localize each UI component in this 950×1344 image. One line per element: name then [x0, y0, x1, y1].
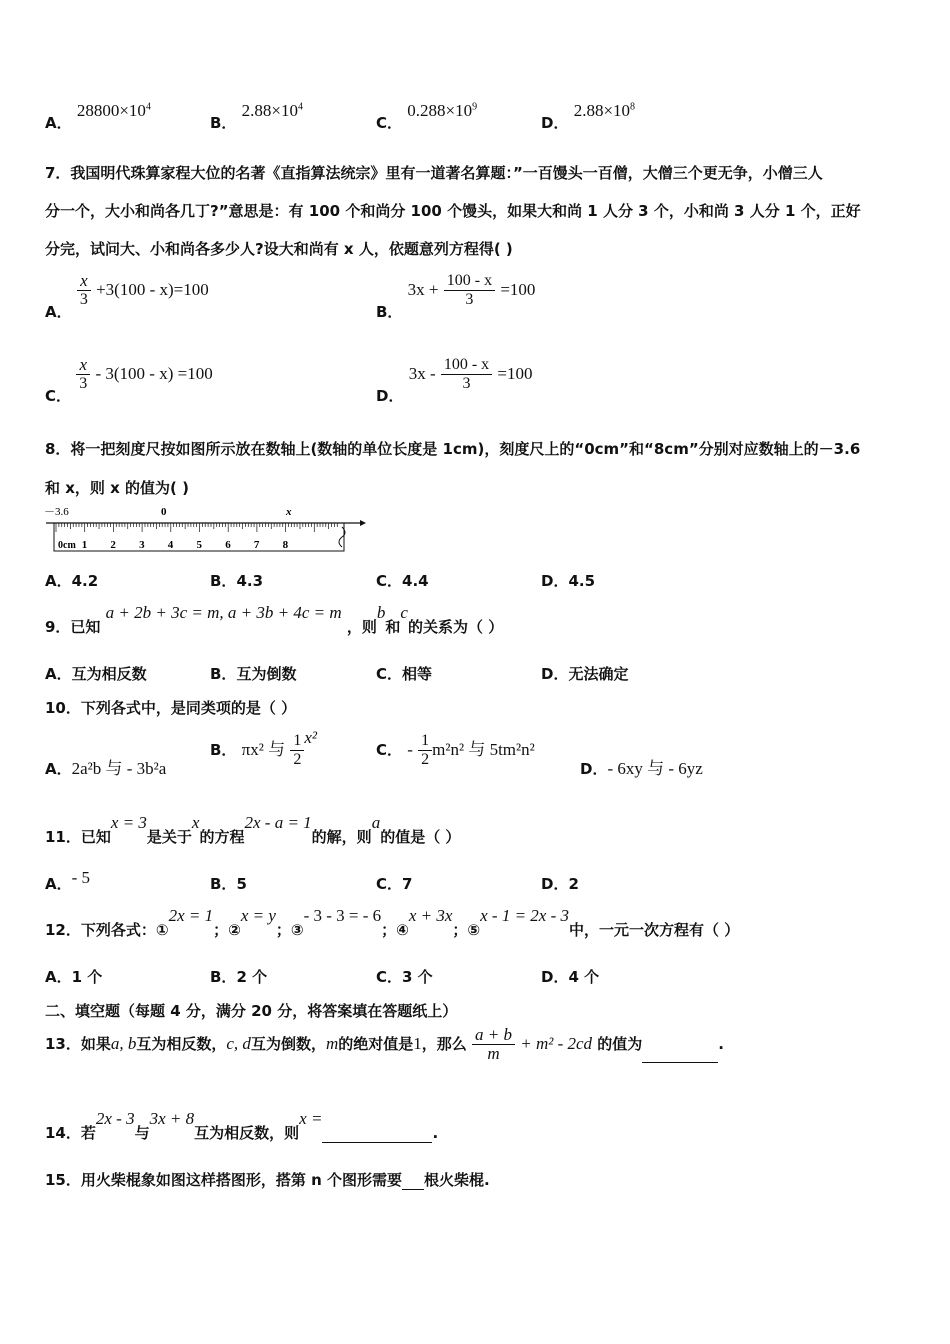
answer-blank[interactable]	[402, 1189, 424, 1190]
neg-label: －3.6	[44, 506, 69, 518]
q11-stem: 11．已知x = 3是关于x的方程2x - a = 1的解，则a的值是（ ）	[45, 813, 461, 846]
q7-option-c[interactable]	[45, 355, 213, 405]
q6-c-exp: 9	[472, 101, 478, 113]
q7-d-head: 3x -	[408, 364, 436, 383]
fraction: $\frac{100 - x}{3}$	[444, 272, 495, 309]
q9-option-d[interactable]: D．无法确定	[541, 665, 629, 683]
q12-option-d[interactable]: D．4 个	[541, 968, 600, 986]
q7-b-tail: =100	[500, 280, 536, 299]
ruler-tick-label: 7	[253, 539, 260, 551]
q14-stem: 14．若2x - 3与3x + 8互为相反数，则x =.	[45, 1109, 439, 1142]
q8-option-b[interactable]: B．4.3	[210, 572, 264, 590]
q13-stem: 13．如果a, b互为相反数，c, d互为倒数，m的绝对值是1，那么 $\frac{a + b}{m}$ + m² - 2cd 的值为 .	[45, 1025, 724, 1063]
q11-option-c[interactable]: C．7	[376, 875, 413, 893]
q8-stem-line1: 8．将一把刻度尺按如图所示放在数轴上(数轴的单位长度是 1cm)，刻度尺上的“0cm”和“8cm”分别对应数轴上的－3.6	[45, 440, 861, 458]
q7-b-head: 3x +	[407, 280, 439, 299]
q7-option-a[interactable]	[45, 271, 209, 321]
q10-option-b[interactable]: B． πx² 与 $\frac{1}{2}$ x²	[210, 728, 317, 768]
ruler-tick-label: 5	[196, 539, 202, 551]
q9-option-a[interactable]: A．互为相反数	[45, 665, 147, 683]
q8-option-a[interactable]: A．4.2	[45, 572, 99, 590]
q10-option-d[interactable]: D．- 6xy 与 - 6yz	[580, 759, 703, 778]
q9-option-c[interactable]: C．相等	[376, 665, 433, 683]
q9-option-b[interactable]: B．互为倒数	[210, 665, 297, 683]
q8-option-c[interactable]: C．4.4	[376, 572, 429, 590]
axis-arrow-icon	[360, 520, 366, 526]
option-label: D．	[541, 114, 569, 132]
cm-label: 0cm	[58, 540, 76, 551]
option-value: 4.3	[236, 572, 264, 590]
option-label: A．	[45, 114, 72, 132]
q10-option-a[interactable]: A．2a²b 与 - 3b²a	[45, 759, 167, 778]
fraction: $\frac{1}{2}$	[418, 732, 432, 769]
q12-option-a[interactable]: A．1 个	[45, 968, 103, 986]
option-value: 4.4	[402, 572, 429, 590]
q8-option-d[interactable]: D．4.5	[541, 572, 596, 590]
ruler-tick-label: 3	[139, 539, 145, 551]
q7-option-d[interactable]	[376, 356, 533, 405]
q8-stem-line2: 和 x，则 x 的值为( )	[45, 479, 189, 497]
answer-blank[interactable]	[642, 1062, 718, 1063]
q12-option-b[interactable]: B．2 个	[210, 968, 268, 986]
zero-label: 0	[161, 506, 167, 518]
x-label: x	[286, 506, 292, 518]
option-label: C．	[45, 387, 72, 405]
q6-a-exp: 4	[145, 101, 151, 113]
ruler-tick-label: 1	[81, 539, 88, 551]
q6-a-expr: 28800×10	[76, 101, 146, 120]
q10-stem: 10．下列各式中，是同类项的是（ ）	[45, 699, 297, 717]
ruler-tick-label: 6	[225, 539, 231, 551]
q9-stem: 9．已知 a + 2b + 3c = m, a + 3b + 4c = m ，则b和c的关系为（ ）	[45, 603, 504, 636]
q7-stem-line2: 分一个，大小和尚各几丁?”意思是：有 100 个和尚分 100 个馒头，如果大和尚 1 人分 3 个，小和尚 3 人分 1 个，正好	[45, 202, 861, 220]
q15-stem: 15．用火柴棍象如图这样搭图形，搭第 n 个图形需要 根火柴棍.	[45, 1171, 490, 1189]
q7-stem-line3: 分完，试问大、小和尚各多少人?设大和尚有 x 人，依题意列方程得( )	[45, 240, 513, 258]
option-label: B．	[376, 303, 403, 321]
q6-b-exp: 4	[298, 101, 304, 113]
option-label: B．	[210, 114, 237, 132]
q9-formula: a + 2b + 3c = m, a + 3b + 4c = m	[105, 603, 342, 622]
q7-c-expr: - 3(100 - x) =100	[95, 364, 213, 383]
q11-option-a[interactable]: A．- 5	[45, 868, 91, 893]
option-label: C．	[376, 114, 403, 132]
fraction: $\frac{a + b}{m}$	[472, 1026, 515, 1063]
answer-blank[interactable]	[322, 1142, 432, 1143]
fraction: $\frac{1}{2}$	[290, 732, 304, 769]
q10-option-c[interactable]: C． - $\frac{1}{2}$ m²n² 与 5tm²n²	[376, 732, 535, 768]
ruler-tick-label: 2	[110, 539, 116, 551]
q6-d-expr: 2.88×10	[573, 101, 631, 120]
q7-stem-line1: 7．我国明代珠算家程大位的名著《直指算法统宗》里有一道著名算题：”一百馒头一百僧，大僧三个更无争，小僧三人	[45, 164, 823, 182]
ruler-figure	[42, 503, 372, 557]
option-value: 4.5	[568, 572, 596, 590]
q11-option-b[interactable]: B．5	[210, 875, 247, 893]
option-label: D．	[376, 387, 404, 405]
q11-option-d[interactable]: D．2	[541, 875, 579, 893]
q6-c-expr: 0.288×10	[407, 101, 473, 120]
fraction: $\frac{x}{3}$	[76, 356, 90, 393]
q12-stem: 12．下列各式：①2x = 1；②x = y；③- 3 - 3 = - 6；④x + 3x；⑤x - 1 = 2x - 3中，一元一次方程有（ ）	[45, 906, 740, 939]
q7-d-tail: =100	[497, 364, 533, 383]
q6-b-expr: 2.88×10	[241, 101, 299, 120]
q7-option-b[interactable]	[376, 272, 536, 321]
ruler-tick-label: 8	[282, 539, 289, 551]
fraction: $\frac{100 - x}{3}$	[441, 356, 492, 393]
q7-a-expr: +3(100 - x)=100	[96, 280, 209, 299]
ruler-tick-label: 4	[167, 539, 174, 551]
section-heading: 二、填空题（每题 4 分，满分 20 分，将答案填在答题纸上）	[45, 1002, 458, 1020]
option-value: 4.2	[71, 572, 99, 590]
fraction: $\frac{x}{3}$	[77, 272, 91, 309]
q12-option-c[interactable]: C．3 个	[376, 968, 433, 986]
q6-d-exp: 8	[630, 101, 636, 113]
ruler-ticks	[56, 523, 337, 532]
option-label: A．	[45, 303, 72, 321]
